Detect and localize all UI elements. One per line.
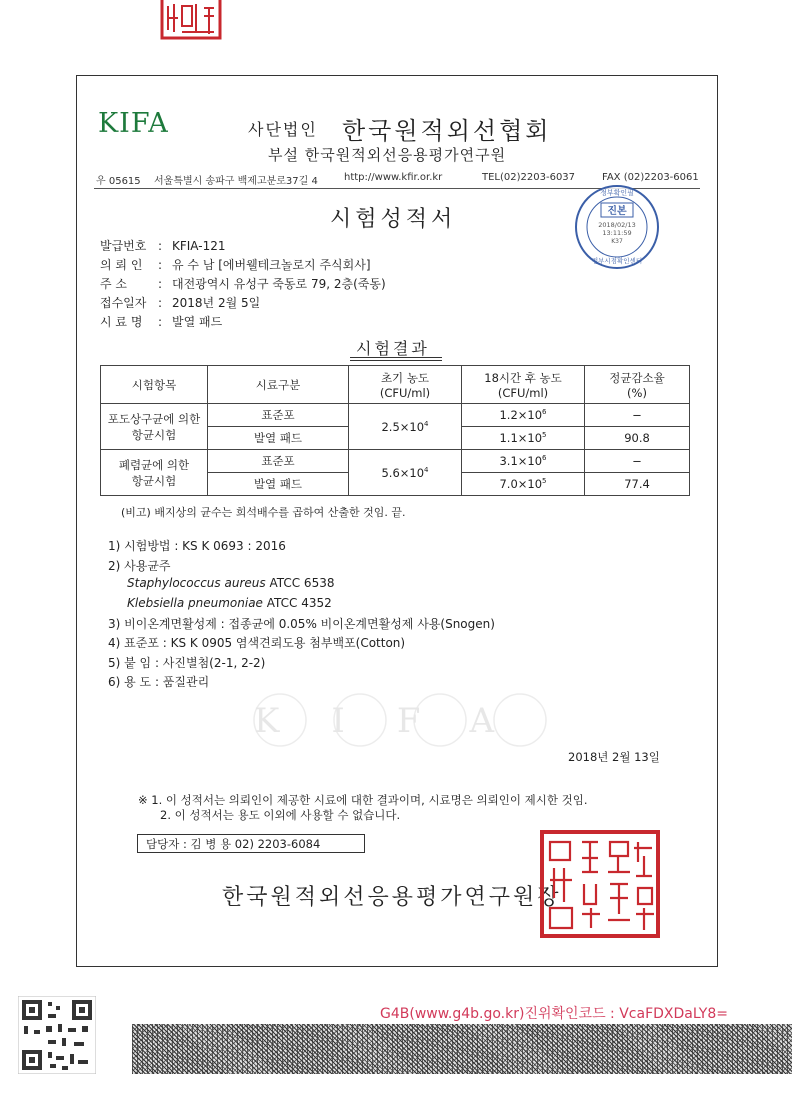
sample-cell: 발열 패드: [208, 427, 349, 450]
contact-box: 담당자 : 김 병 용 02) 2203-6084: [137, 834, 365, 853]
authenticity-stamp: [573, 183, 661, 271]
table-header-row: [101, 366, 690, 404]
header-test-item: 시험항목: [101, 366, 208, 404]
strain-klebsiella: Klebsiella pneumoniae ATCC 4352: [127, 596, 332, 610]
item-test-method: 1) 시험방법 : KS K 0693 : 2016: [108, 539, 286, 553]
initial-concentration-cell: $2.5\times 10^4$: [349, 404, 462, 450]
info-row-issue-number: 발급번호 : KFIA-121: [100, 239, 226, 253]
sample-cell: 표준포: [208, 404, 349, 427]
g4b-verification-code: G4B(www.g4b.go.kr)진위확인코드 : VcaFDXDaLY8=: [380, 1006, 728, 1022]
header-18h-concentration: 18시간 후 농도 (CFU/ml): [462, 366, 585, 404]
after-concentration-cell: $3.1\times 10^6$: [462, 450, 585, 473]
sample-cell: 표준포: [208, 450, 349, 473]
after-concentration-cell: $1.2\times 10^6$: [462, 404, 585, 427]
reduction-cell: 77.4: [585, 473, 690, 496]
item-surfactant: 3) 비이온계면활성제 : 접종균에 0.05% 비이온계면활성제 사용(Snogen): [108, 617, 495, 631]
stamp-top-text: 정부확인필: [600, 189, 634, 197]
results-table: [100, 365, 690, 496]
results-title-underline: [350, 357, 442, 358]
reduction-cell: −: [585, 404, 690, 427]
table-row: [101, 450, 690, 473]
telephone: TEL(02)2203-6037: [482, 172, 576, 183]
stamp-date: 2018/02/13: [598, 221, 636, 229]
stamp-code: K37: [611, 238, 623, 245]
qr-code: [18, 996, 96, 1074]
kifa-logo: KIFA: [98, 108, 169, 139]
official-seal: [538, 828, 662, 940]
after-concentration-cell: $7.0\times 10^5$: [462, 473, 585, 496]
item-strains: 2) 사용균주: [108, 559, 171, 573]
stamp-bottom-text: 정부시점확인센터: [591, 257, 643, 265]
info-row-received-date: 접수일자 : 2018년 2월 5일: [100, 296, 261, 310]
document-title: 시험성적서: [330, 207, 457, 232]
reduction-cell: −: [585, 450, 690, 473]
sample-cell: 발열 패드: [208, 473, 349, 496]
item-attachment: 5) 붙 임 : 사진별첨(2-1, 2-2): [108, 656, 266, 670]
top-seal-image: [160, 0, 222, 42]
reduction-cell: 90.8: [585, 427, 690, 450]
info-row-address: 주 소 : 대전광역시 유성구 죽동로 79, 2층(죽동): [100, 277, 386, 291]
address: 서울특별시 송파구 백제고분로37길 4: [154, 176, 318, 187]
info-row-client: 의 뢰 인 : 유 수 남 [에버웰테크놀로지 주식회사]: [100, 258, 371, 272]
results-note: (비고) 배지상의 균수는 희석배수를 곱하여 산출한 것임. 끝.: [121, 506, 406, 519]
test-item-cell: 포도상구균에 의한 항균시험: [101, 404, 208, 450]
org-prefix: 사단법인: [248, 120, 318, 139]
item-standard-fabric: 4) 표준포 : KS K 0905 염색견뢰도용 첨부백포(Cotton): [108, 636, 406, 650]
signoff-title: 한국원적외선응용평가연구원장: [222, 885, 562, 910]
fax: FAX (02)2203-6061: [602, 172, 699, 183]
initial-concentration-cell: $5.6\times 10^4$: [349, 450, 462, 496]
kifa-watermark: [250, 670, 550, 770]
footnote-2: 2. 이 성적서는 용도 이외에 사용할 수 없습니다.: [160, 808, 401, 822]
info-row-sample-name: 시 료 명 : 발열 패드: [100, 315, 223, 329]
stamp-label: 진본: [607, 206, 627, 217]
strain-staphylococcus: Staphylococcus aureus ATCC 6538: [127, 576, 335, 590]
svg-text:KIFA: KIFA: [253, 701, 547, 741]
zip-code: 우 05615: [96, 176, 141, 187]
issue-date: 2018년 2월 13일: [568, 750, 660, 764]
website: http://www.kfir.or.kr: [344, 172, 443, 183]
after-concentration-cell: $1.1\times 10^5$: [462, 427, 585, 450]
stamp-time: 13:11:59: [602, 229, 632, 237]
header-initial-concentration: 초기 농도 (CFU/ml): [349, 366, 462, 404]
test-item-cell: 폐렴균에 의한 항균시험: [101, 450, 208, 496]
results-title-underline-2: [350, 360, 442, 361]
header-reduction-rate: 정균감소율 (%): [585, 366, 690, 404]
item-purpose: 6) 용 도 : 품질관리: [108, 675, 210, 689]
header-sample-type: 시료구분: [208, 366, 349, 404]
org-name: 한국원적외선협회: [342, 117, 552, 145]
footnote-1: ※ 1. 이 성적서는 의뢰인이 제공한 시료에 대한 결과이며, 시료명은 의뢰인이 제시한 것임.: [138, 793, 588, 807]
table-row: [101, 404, 690, 427]
security-pattern: [132, 1024, 792, 1074]
results-title: 시험결과: [356, 339, 430, 358]
org-subtitle: 부설 한국원적외선응용평가연구원: [268, 146, 507, 164]
